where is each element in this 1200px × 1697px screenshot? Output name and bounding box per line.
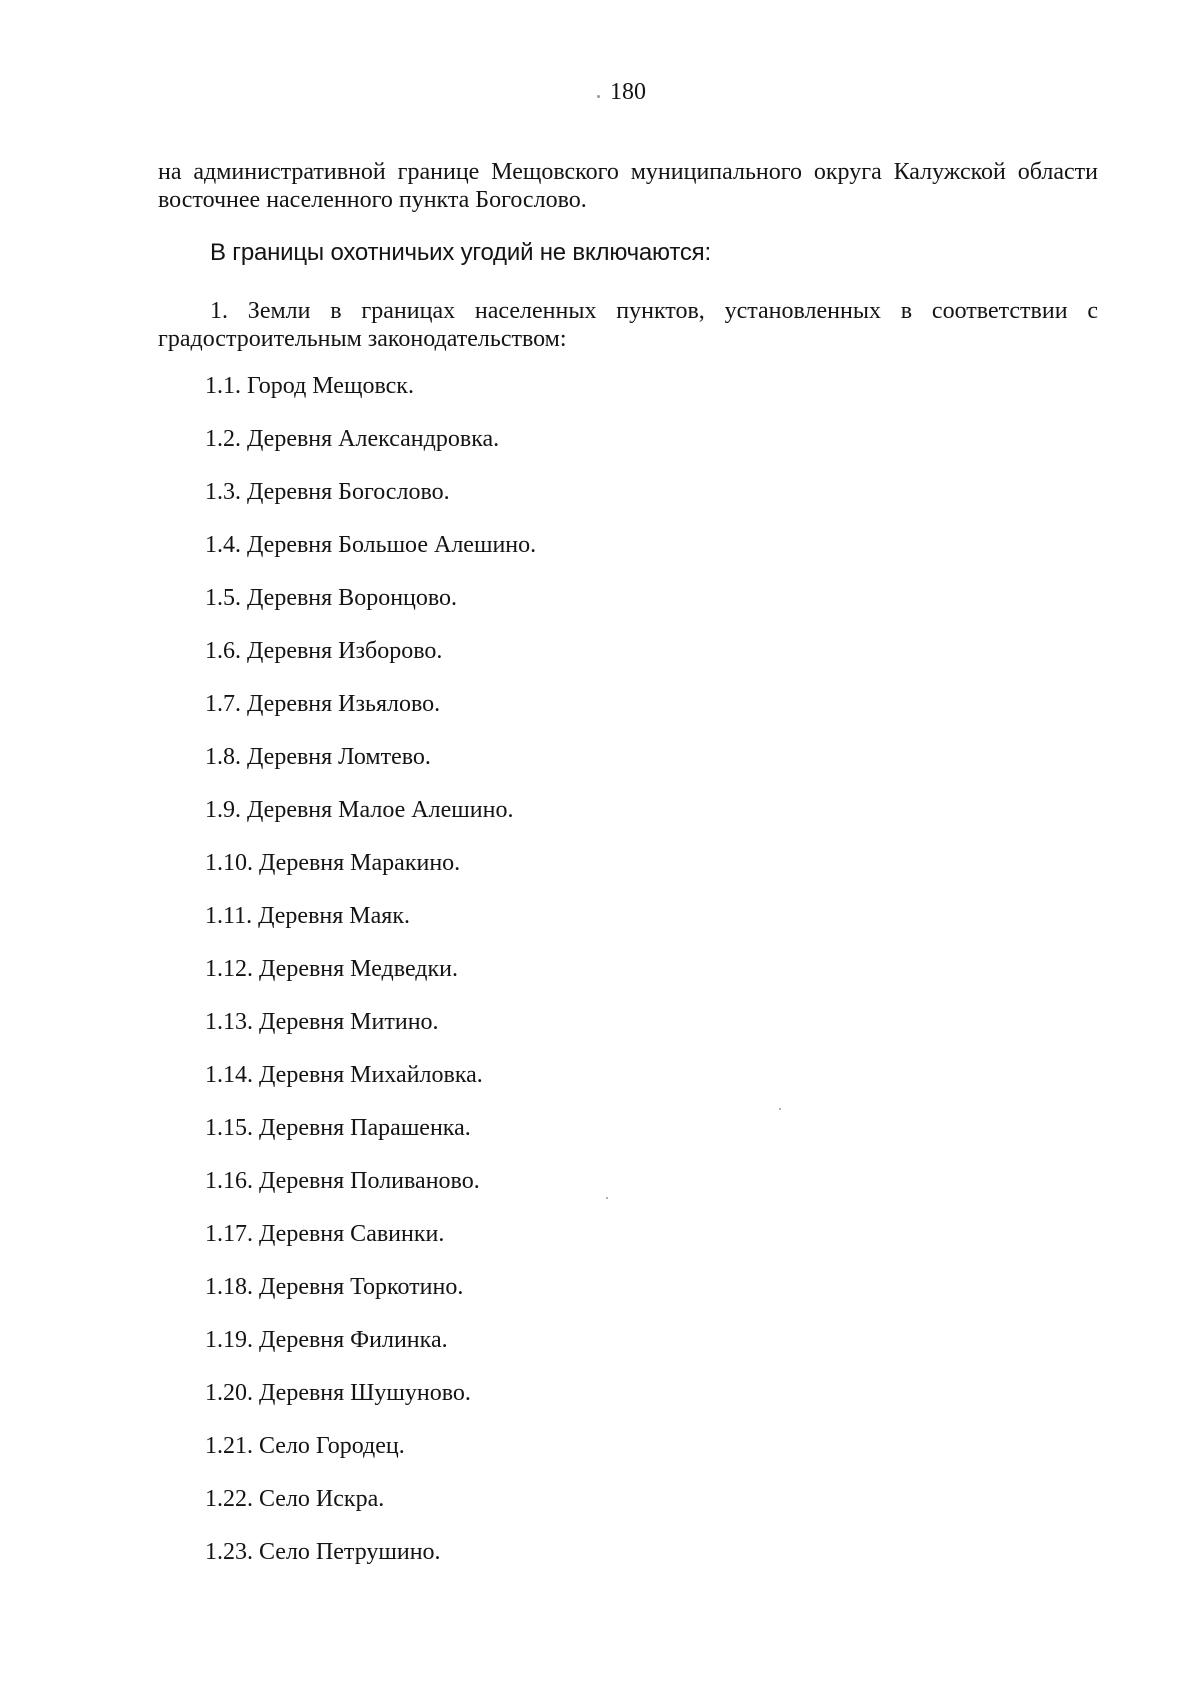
list-item (205, 690, 536, 743)
list-item-number: 1.9. (205, 797, 241, 823)
list-item (205, 743, 536, 796)
list-item-number: 1.13. (205, 1009, 253, 1035)
list-item-text: Деревня Малое Алешино. (247, 797, 514, 823)
list-item-text: Деревня Шушуново. (259, 1380, 471, 1406)
list-item (205, 478, 536, 531)
list-item (205, 1485, 536, 1538)
list-item-text: Село Городец. (259, 1433, 405, 1459)
list-item-number: 1.19. (205, 1327, 253, 1353)
list-item-number: 1.17. (205, 1221, 253, 1247)
list-item-number: 1.16. (205, 1168, 253, 1194)
list-item (205, 1432, 536, 1485)
list-item-number: 1.6. (205, 638, 241, 664)
list-item-text: Деревня Савинки. (259, 1221, 445, 1247)
list-item (205, 1220, 536, 1273)
list-item-text: Деревня Поливаново. (259, 1168, 480, 1194)
list-item (205, 425, 536, 478)
list-item-number: 1.2. (205, 426, 241, 452)
list-item (205, 584, 536, 637)
list-item (205, 1379, 536, 1432)
list-item (205, 1008, 536, 1061)
list-item (205, 372, 536, 425)
list-item-text: Деревня Маракино. (259, 850, 461, 876)
list-item-text: Деревня Богослово. (247, 479, 450, 505)
list-item-text: Деревня Воронцово. (247, 585, 458, 611)
list-item (205, 796, 536, 849)
list-item-text: Деревня Медведки. (259, 956, 458, 982)
list-item-text: Деревня Ломтево. (247, 744, 431, 770)
scan-speck (779, 1108, 781, 1110)
list-item-text: Деревня Торкотино. (259, 1274, 464, 1300)
list-item-number: 1.20. (205, 1380, 253, 1406)
list-item-number: 1.10. (205, 850, 253, 876)
list-item-text: Деревня Александровка. (247, 426, 500, 452)
list-item-text: Село Петрушино. (259, 1539, 441, 1565)
list-item-number: 1.7. (205, 691, 241, 717)
list-item-text: Деревня Изьялово. (247, 691, 441, 717)
list-item (205, 1273, 536, 1326)
list-item-number: 1.15. (205, 1115, 253, 1141)
list-item-number: 1.18. (205, 1274, 253, 1300)
list-item-number: 1.21. (205, 1433, 253, 1459)
continuation-paragraph: на административной границе Мещовского муниципального округа Калужской области восточнее населенного пункта Богослово. (158, 159, 1098, 213)
list-item (205, 849, 536, 902)
list-item-text: Деревня Большое Алешино. (247, 532, 537, 558)
list-item-number: 1.8. (205, 744, 241, 770)
list-item-number: 1.11. (205, 903, 253, 929)
list-item-number: 1.3. (205, 479, 241, 505)
list-item-text: Деревня Михайловка. (259, 1062, 483, 1088)
list-item-number: 1.12. (205, 956, 253, 982)
scan-speck (606, 1197, 608, 1199)
list-item (205, 1061, 536, 1114)
list-item (205, 955, 536, 1008)
list-item-text: Деревня Митино. (259, 1009, 439, 1035)
list-item (205, 1114, 536, 1167)
scan-speck (597, 95, 600, 98)
list-item-text: Деревня Филинка. (259, 1327, 448, 1353)
list-item-text: Деревня Маяк. (258, 903, 410, 929)
list-item-number: 1.23. (205, 1539, 253, 1565)
section-heading: В границы охотничьих угодий не включаются: (210, 239, 711, 266)
list-item-number: 1.14. (205, 1062, 253, 1088)
list-item (205, 637, 536, 690)
list-item-text: Город Мещовск. (247, 373, 414, 399)
intro-paragraph: 1. Земли в границах населенных пунктов, установленных в соответствии с градостроительным законодательством: (158, 298, 1098, 352)
list-item (205, 1538, 536, 1591)
list-item-text: Село Искра. (259, 1486, 385, 1512)
list-item-text: Деревня Парашенка. (259, 1115, 471, 1141)
list-item-number: 1.1. (205, 373, 241, 399)
page-number: 180 (610, 79, 646, 105)
settlement-list (205, 372, 536, 1591)
list-item-number: 1.5. (205, 585, 241, 611)
list-item-number: 1.22. (205, 1486, 253, 1512)
list-item (205, 1167, 536, 1220)
list-item (205, 1326, 536, 1379)
list-item-number: 1.4. (205, 532, 241, 558)
list-item (205, 902, 536, 955)
list-item-text: Деревня Изборово. (247, 638, 443, 664)
list-item (205, 531, 536, 584)
